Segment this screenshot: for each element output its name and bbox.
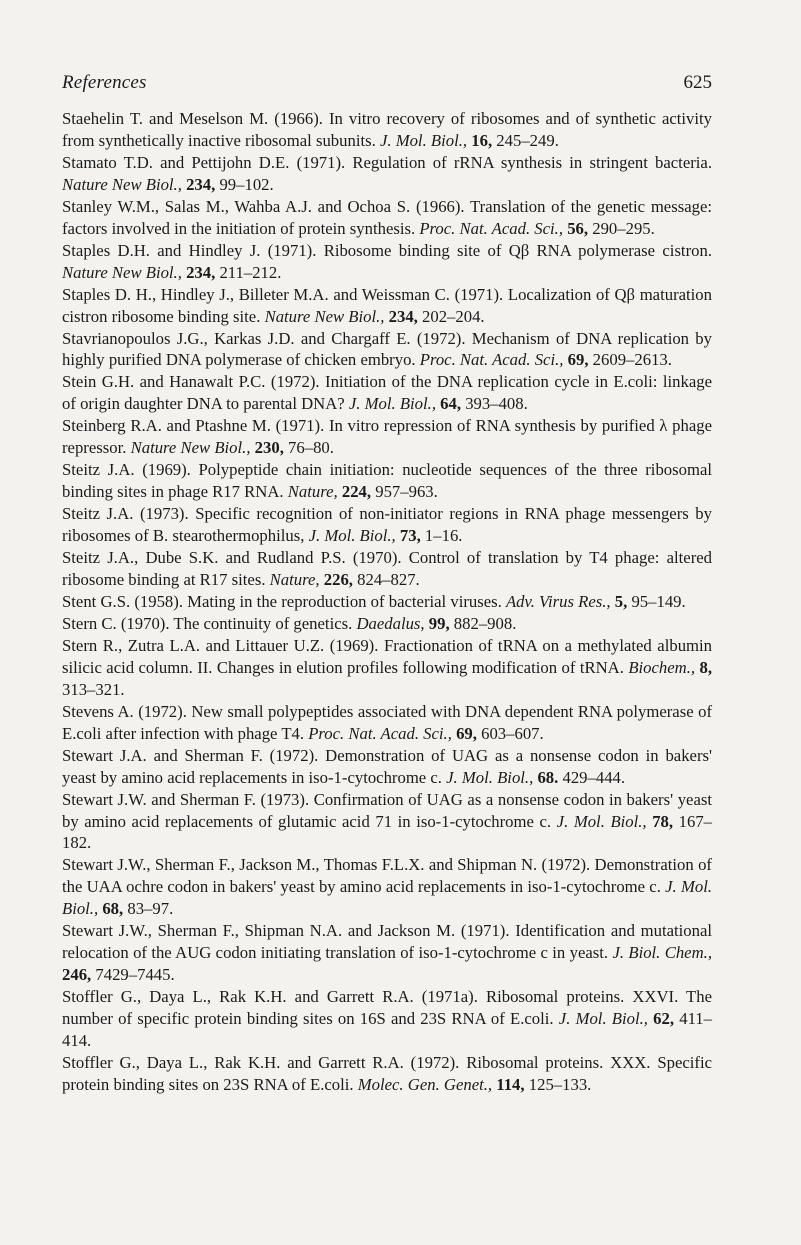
reference-volume: 78, — [652, 811, 674, 831]
reference-entry — [62, 745, 712, 789]
reference-citation-text: Staples D.H. and Hindley J. (1971). Ribosome binding site of Qβ RNA polymerase cistron. — [62, 240, 712, 260]
reference-volume: 68. — [537, 767, 559, 787]
reference-journal: Proc. Nat. Acad. Sci., — [419, 218, 564, 238]
reference-volume: 69, — [567, 350, 589, 370]
reference-pages: 202–204. — [417, 306, 485, 326]
reference-entry — [62, 920, 712, 986]
reference-entry — [62, 196, 712, 240]
reference-citation-text: Stern C. (1970). The continuity of genetics. — [62, 613, 357, 633]
reference-pages: 245–249. — [492, 130, 559, 150]
reference-journal: Proc. Nat. Acad. Sci., — [308, 723, 452, 743]
reference-volume: 226, — [323, 570, 353, 590]
reference-pages: 313–321. — [62, 679, 125, 699]
reference-journal: J. Mol. Biol., — [348, 394, 436, 414]
reference-citation-text: Steitz J.A. (1973). Specific recognition of non-initiator regions in RNA phage messengers by ribosomes of B. stearothermophilus, — [62, 504, 712, 546]
page-number: 625 — [683, 72, 712, 93]
reference-list — [62, 108, 712, 1096]
reference-citation-text: Stoffler G., Daya L., Rak K.H. and Garrett R.A. (1972). Ribosomal proteins. XXX. Specific protein binding sites on 23S RNA of E.coli. — [62, 1052, 712, 1094]
reference-volume: 8, — [699, 657, 713, 677]
reference-entry — [62, 284, 712, 328]
reference-pages: 99–102. — [215, 174, 274, 194]
reference-entry — [62, 1052, 712, 1096]
reference-volume: 64, — [440, 394, 462, 414]
reference-entry — [62, 371, 712, 415]
reference-volume: 56, — [567, 218, 589, 238]
reference-citation-text: Stewart J.A. and Sherman F. (1972). Demonstration of UAG as a nonsense codon in bakers' yeast by amino acid replacements in iso-1-cytochrome c. — [62, 745, 712, 787]
reference-citation-text: Stewart J.W. and Sherman F. (1973). Confirmation of UAG as a nonsense codon in bakers' yeast by amino acid replacements of glutamic acid 71 in iso-1-cytochrome c. — [62, 789, 712, 831]
reference-volume: 16, — [471, 130, 493, 150]
reference-volume: 73, — [399, 526, 421, 546]
reference-journal: Nature New Biol., — [62, 262, 182, 282]
reference-citation-text: Stanley W.M., Salas M., Wahba A.J. and Ochoa S. (1966). Translation of the genetic message: factors involved in the initiation of protein synthesis. — [62, 196, 712, 238]
reference-citation-text: Stern R., Zutra L.A. and Littauer U.Z. (1969). Fractionation of tRNA on a methylated albumin silicic acid column. II. Changes in elution profiles following modification of tRNA. — [62, 635, 712, 677]
reference-entry — [62, 328, 712, 372]
reference-pages: 83–97. — [123, 899, 174, 919]
reference-journal: J. Mol. Biol., — [62, 877, 712, 919]
reference-volume: 114, — [496, 1074, 525, 1094]
reference-pages: 125–133. — [524, 1074, 592, 1094]
reference-entry — [62, 854, 712, 920]
reference-journal: J. Mol. Biol., — [558, 1009, 648, 1029]
reference-pages: 429–444. — [558, 767, 626, 787]
reference-entry — [62, 240, 712, 284]
reference-entry — [62, 986, 712, 1052]
reference-journal: J. Mol. Biol., — [446, 767, 534, 787]
reference-entry — [62, 789, 712, 855]
reference-pages: 95–149. — [627, 591, 686, 611]
reference-pages: 957–963. — [371, 482, 438, 502]
reference-pages: 167–182. — [62, 811, 713, 853]
reference-journal: Nature New Biol., — [264, 306, 385, 326]
reference-volume: 234, — [186, 262, 216, 282]
reference-journal: Nature New Biol., — [130, 438, 251, 458]
reference-pages: 290–295. — [588, 218, 655, 238]
reference-pages: 76–80. — [283, 438, 334, 458]
reference-citation-text: Steitz J.A., Dube S.K. and Rudland P.S. (1970). Control of translation by T4 phage: altered ribosome binding at R17 sites. — [62, 548, 712, 590]
reference-volume: 234, — [388, 306, 418, 326]
reference-citation-text: Stewart J.W., Sherman F., Jackson M., Thomas F.L.X. and Shipman N. (1972). Demonstration of the UAA ochre codon in bakers' yeast by amino acid replacements in iso-1-cytochrome c. — [62, 855, 712, 897]
reference-journal: Proc. Nat. Acad. Sci., — [419, 350, 564, 370]
reference-journal: Nature New Biol., — [62, 174, 182, 194]
reference-journal: Adv. Virus Res., — [505, 591, 611, 611]
reference-volume: 230, — [254, 438, 284, 458]
reference-citation-text: Staples D. H., Hindley J., Billeter M.A. and Weissman C. (1971). Localization of Qβ maturation cistron ribosome binding site. — [62, 284, 712, 326]
reference-volume: 246, — [62, 965, 92, 985]
section-title: References — [62, 72, 147, 93]
reference-pages: 393–408. — [461, 394, 528, 414]
reference-journal: J. Biol. Chem., — [612, 943, 712, 963]
reference-citation-text: Stewart J.W., Sherman F., Shipman N.A. and Jackson M. (1971). Identification and mutational relocation of the AUG codon initiating translation of iso-1-cytochrome c in yeast. — [62, 921, 712, 963]
reference-citation-text: Steinberg R.A. and Ptashne M. (1971). In vitro repression of RNA synthesis by purified λ phage repressor. — [62, 416, 712, 458]
reference-pages: 824–827. — [352, 570, 420, 590]
reference-citation-text: Stevens A. (1972). New small polypeptides associated with DNA dependent RNA polymerase of E.coli after infection with phage T4. — [62, 701, 712, 743]
reference-volume: 62, — [653, 1009, 675, 1029]
reference-citation-text: Stent G.S. (1958). Mating in the reproduction of bacterial viruses. — [62, 591, 506, 611]
reference-pages: 882–908. — [449, 613, 517, 633]
reference-entry — [62, 503, 712, 547]
reference-volume: 99, — [428, 613, 450, 633]
running-head — [62, 72, 712, 98]
reference-entry — [62, 635, 712, 701]
reference-citation-text: Stavrianopoulos J.G., Karkas J.D. and Chargaff E. (1972). Mechanism of DNA replication by highly purified DNA polymerase of chicken embryo. — [62, 328, 712, 370]
reference-pages: 603–607. — [476, 723, 544, 743]
reference-volume: 224, — [341, 482, 372, 502]
reference-entry — [62, 415, 712, 459]
reference-entry — [62, 152, 712, 196]
reference-journal: J. Mol. Biol., — [556, 811, 647, 831]
reference-journal: Daedalus, — [356, 613, 425, 633]
reference-journal: J. Mol. Biol., — [308, 526, 396, 546]
reference-citation-text: Stein G.H. and Hanawalt P.C. (1972). Initiation of the DNA replication cycle in E.coli: linkage of origin daughter DNA to parental DNA? — [62, 372, 712, 414]
reference-entry — [62, 701, 712, 745]
reference-entry — [62, 547, 712, 591]
reference-journal: Nature, — [287, 482, 338, 502]
reference-entry — [62, 591, 712, 613]
reference-journal: Molec. Gen. Genet., — [357, 1074, 493, 1094]
reference-volume: 68, — [102, 899, 124, 919]
reference-citation-text: Steitz J.A. (1969). Polypeptide chain initiation: nucleotide sequences of the three ribosomal binding sites in phage R17 RNA. — [62, 460, 712, 502]
reference-volume: 234, — [186, 174, 216, 194]
reference-citation-text: Stoffler G., Daya L., Rak K.H. and Garrett R.A. (1971a). Ribosomal proteins. XXVI. The number of specific protein binding sites on 16S and 23S RNA of E.coli. — [62, 987, 712, 1029]
reference-entry — [62, 108, 712, 152]
reference-volume: 5, — [614, 591, 628, 611]
reference-journal: Nature, — [269, 570, 320, 590]
reference-journal: Biochem., — [628, 657, 696, 677]
reference-volume: 69, — [456, 723, 477, 743]
reference-pages: 2609–2613. — [588, 350, 672, 370]
reference-citation-text: Staehelin T. and Meselson M. (1966). In vitro recovery of ribosomes and of synthetic activity from synthetically inactive ribosomal subunits. — [62, 109, 712, 150]
reference-pages: 7429–7445. — [91, 965, 175, 985]
reference-entry — [62, 613, 712, 635]
reference-pages: 211–212. — [215, 262, 282, 282]
reference-pages: 411–414. — [62, 1009, 712, 1051]
reference-citation-text: Stamato T.D. and Pettijohn D.E. (1971). Regulation of rRNA synthesis in stringent bacteria. — [62, 152, 712, 172]
reference-entry — [62, 459, 712, 503]
reference-pages: 1–16. — [420, 526, 463, 546]
reference-journal: J. Mol. Biol., — [379, 130, 468, 150]
